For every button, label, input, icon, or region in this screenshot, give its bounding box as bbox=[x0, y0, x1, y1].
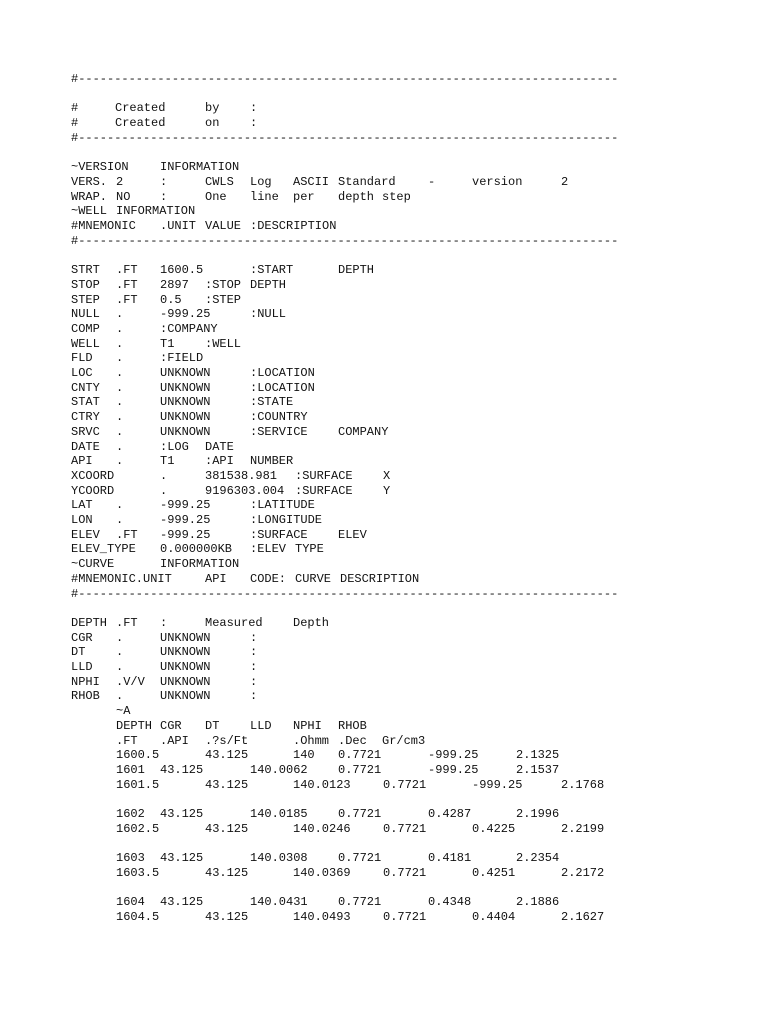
line-text: #MNEMONIC bbox=[71, 219, 136, 233]
line-text: 1604 bbox=[116, 895, 145, 910]
line-text: API bbox=[71, 454, 93, 469]
line-text: One bbox=[205, 189, 227, 204]
line-text: INFORMATION bbox=[160, 557, 240, 572]
line-text: :LATITUDE bbox=[250, 498, 315, 513]
line-text: FLD bbox=[71, 351, 93, 366]
line-text: #--------------------------------------------------------------------------- bbox=[71, 72, 619, 86]
line-text: 0.7721 bbox=[338, 807, 382, 821]
line-text: : bbox=[250, 645, 258, 660]
line-text: ~CURVE bbox=[71, 557, 115, 572]
line-text: CNTY bbox=[71, 380, 100, 395]
line-text: ~A bbox=[116, 704, 131, 719]
line-text: 140.0185 bbox=[250, 807, 308, 821]
line-text: . bbox=[116, 380, 124, 395]
line-text: . bbox=[116, 395, 124, 410]
line-text: .Ohmm bbox=[293, 733, 330, 748]
line-text: T1 bbox=[160, 336, 175, 351]
document-line bbox=[0, 557, 768, 572]
document-line bbox=[0, 440, 768, 455]
line-text: 43.125 bbox=[205, 865, 249, 880]
line-text: VALUE bbox=[205, 219, 242, 233]
line-text: 43.125 bbox=[160, 807, 204, 821]
line-text: 2.1768 bbox=[561, 777, 605, 792]
line-text: 43.125 bbox=[160, 895, 204, 910]
line-text: 0.7721 bbox=[383, 865, 427, 880]
line-text: . bbox=[116, 645, 124, 660]
line-text: STOP bbox=[71, 277, 100, 292]
document-line bbox=[0, 513, 768, 528]
line-text: .API bbox=[160, 733, 189, 748]
line-text: 2 bbox=[116, 174, 124, 189]
line-text: UNKNOWN bbox=[160, 410, 211, 425]
line-text: 0.7721 bbox=[338, 895, 382, 910]
line-text: . bbox=[160, 483, 168, 498]
line-text: UNKNOWN bbox=[160, 674, 211, 689]
document-line bbox=[0, 645, 768, 660]
document-line bbox=[0, 792, 768, 807]
line-text: :DESCRIPTION bbox=[250, 219, 337, 233]
line-text: UNKNOWN bbox=[160, 424, 211, 439]
line-text: ELEV bbox=[71, 527, 100, 542]
line-text: 140.0062 bbox=[250, 762, 308, 777]
line-text: 2.2199 bbox=[561, 821, 605, 836]
line-text: : bbox=[250, 674, 258, 689]
line-text: DATE bbox=[71, 439, 100, 454]
line-text: YCOORD bbox=[71, 483, 115, 498]
line-text: API bbox=[205, 571, 227, 586]
line-text: 0.4225 bbox=[472, 821, 516, 836]
line-text: .V/V bbox=[116, 674, 145, 689]
line-text: :STOP bbox=[205, 277, 242, 292]
line-text: by bbox=[205, 101, 220, 116]
line-text: -999.25 bbox=[428, 762, 479, 777]
line-text: UNKNOWN bbox=[160, 660, 211, 674]
line-text: 0.7721 bbox=[338, 762, 382, 777]
document-line bbox=[0, 337, 768, 352]
line-text: RHOB bbox=[338, 718, 367, 733]
document-line bbox=[0, 234, 768, 249]
document-line bbox=[0, 469, 768, 484]
line-text: NPHI bbox=[293, 718, 322, 733]
document-line bbox=[0, 866, 768, 881]
line-text: : bbox=[250, 116, 258, 131]
line-text: 0.4287 bbox=[428, 807, 472, 821]
line-text: . bbox=[116, 513, 124, 527]
line-text: . bbox=[116, 439, 124, 454]
line-text: 43.125 bbox=[205, 777, 249, 792]
line-text: UNKNOWN bbox=[160, 395, 211, 410]
line-text: X bbox=[383, 468, 391, 483]
line-text: 9196303.004 bbox=[205, 483, 285, 498]
line-text: DEPTH bbox=[338, 263, 375, 278]
document-line bbox=[0, 601, 768, 616]
document-line bbox=[0, 748, 768, 763]
line-text: . bbox=[116, 454, 124, 469]
line-text: 1603.5 bbox=[116, 865, 160, 880]
line-text: . bbox=[116, 307, 124, 322]
document-line bbox=[0, 807, 768, 822]
line-text: . bbox=[116, 410, 124, 425]
line-text: LLD bbox=[250, 718, 272, 733]
line-text: . bbox=[116, 336, 124, 351]
line-text: 1602.5 bbox=[116, 821, 160, 836]
line-text: INFORMATION bbox=[116, 204, 196, 219]
line-text: 0.7721 bbox=[383, 821, 427, 836]
line-text: ELEV_TYPE bbox=[71, 542, 136, 557]
document-line bbox=[0, 146, 768, 161]
line-text: .FT bbox=[116, 615, 138, 630]
line-text: :NULL bbox=[250, 307, 287, 322]
document-line bbox=[0, 528, 768, 543]
line-text: COMPANY bbox=[338, 424, 389, 439]
document-line bbox=[0, 498, 768, 513]
line-text: 0.4404 bbox=[472, 909, 516, 924]
line-text: UNKNOWN bbox=[160, 645, 211, 660]
line-text: :LOG bbox=[160, 439, 189, 454]
line-text: Created bbox=[115, 116, 166, 131]
line-text: 140 bbox=[293, 748, 315, 763]
line-text: DEPTH bbox=[116, 718, 153, 733]
line-text: LAT bbox=[71, 498, 93, 513]
document-line bbox=[0, 204, 768, 219]
line-text: 2.1537 bbox=[516, 762, 560, 777]
line-text: : bbox=[160, 174, 168, 189]
line-text: :FIELD bbox=[160, 351, 204, 366]
document-line bbox=[0, 307, 768, 322]
document-line bbox=[0, 278, 768, 293]
line-text: 1601.5 bbox=[116, 777, 160, 792]
line-text: : bbox=[250, 660, 258, 674]
line-text: 43.125 bbox=[160, 851, 204, 866]
line-text: - bbox=[428, 174, 436, 189]
line-text: 0.4181 bbox=[428, 851, 472, 866]
line-text: Created bbox=[115, 101, 166, 116]
document-line bbox=[0, 719, 768, 734]
line-text: LOC bbox=[71, 366, 93, 380]
line-text: LLD bbox=[71, 660, 93, 674]
document-line bbox=[0, 895, 768, 910]
line-text: per bbox=[293, 189, 315, 204]
document-line bbox=[0, 734, 768, 749]
line-text: Measured bbox=[205, 615, 263, 630]
line-text: . bbox=[116, 689, 124, 704]
line-text: CGR bbox=[71, 630, 93, 645]
document-line bbox=[0, 366, 768, 381]
line-text: STRT bbox=[71, 263, 100, 278]
document-line bbox=[0, 248, 768, 263]
line-text: :START bbox=[250, 263, 294, 278]
line-text: depth bbox=[338, 189, 375, 204]
line-text: 2.1325 bbox=[516, 748, 560, 763]
line-text: .FT bbox=[116, 292, 138, 307]
line-text: 381538.981 bbox=[205, 468, 278, 483]
line-text: -999.25 bbox=[160, 527, 211, 542]
line-text: #--------------------------------------------------------------------------- bbox=[71, 586, 619, 601]
line-text: 140.0308 bbox=[250, 851, 308, 866]
line-text: UNKNOWN bbox=[160, 689, 211, 704]
line-text: T1 bbox=[160, 454, 175, 469]
line-text: RHOB bbox=[71, 689, 100, 704]
line-text: : bbox=[250, 689, 258, 704]
document-line bbox=[0, 160, 768, 175]
document-line bbox=[0, 881, 768, 896]
line-text: 0.4348 bbox=[428, 895, 472, 910]
document-line bbox=[0, 322, 768, 337]
line-text: . bbox=[116, 351, 124, 366]
line-text: NUMBER bbox=[250, 454, 294, 469]
line-text: 43.125 bbox=[205, 748, 249, 763]
line-text: 2.1886 bbox=[516, 895, 560, 910]
document-line bbox=[0, 87, 768, 102]
line-text: VERS. bbox=[71, 174, 108, 189]
line-text: on bbox=[205, 116, 220, 131]
line-text: #MNEMONIC.UNIT bbox=[71, 571, 172, 586]
line-text: :COUNTRY bbox=[250, 410, 308, 425]
line-text: 1601 bbox=[116, 762, 145, 777]
line-text: NO bbox=[116, 189, 131, 204]
line-text: :SURFACE bbox=[250, 527, 308, 542]
line-text: XCOORD bbox=[71, 468, 115, 483]
line-text: 140.0493 bbox=[293, 909, 351, 924]
line-text: 43.125 bbox=[160, 762, 204, 777]
document-line bbox=[0, 704, 768, 719]
document-line bbox=[0, 631, 768, 646]
line-text: Log bbox=[250, 174, 272, 189]
line-text: 0.5 bbox=[160, 292, 182, 307]
line-text: 2.1627 bbox=[561, 909, 605, 924]
line-text: -999.25 bbox=[472, 777, 523, 792]
line-text: :LONGITUDE bbox=[250, 513, 323, 527]
line-text: 2.2172 bbox=[561, 865, 605, 880]
line-text: .FT bbox=[116, 733, 138, 748]
line-text: Depth bbox=[293, 615, 330, 630]
line-text: . bbox=[116, 366, 124, 380]
line-text: COMP bbox=[71, 321, 100, 336]
line-text: 2.2354 bbox=[516, 851, 560, 866]
line-text: . bbox=[116, 424, 124, 439]
document-line bbox=[0, 175, 768, 190]
line-text: NULL bbox=[71, 307, 100, 322]
line-text: . bbox=[116, 498, 124, 513]
line-text: 0.7721 bbox=[383, 909, 427, 924]
line-text: 2897 bbox=[160, 277, 189, 292]
document-line bbox=[0, 454, 768, 469]
line-text: 0.4251 bbox=[472, 865, 516, 880]
document-line bbox=[0, 381, 768, 396]
line-text: STAT bbox=[71, 395, 100, 410]
document-line bbox=[0, 219, 768, 234]
line-text: ~VERSION bbox=[71, 160, 129, 175]
line-text: Gr/cm3 bbox=[382, 733, 426, 748]
line-text: UNKNOWN bbox=[160, 630, 211, 645]
line-text: :LOCATION bbox=[250, 380, 315, 395]
document-line bbox=[0, 263, 768, 278]
line-text: 0.000000KB bbox=[160, 542, 233, 557]
line-text: UNKNOWN bbox=[160, 380, 211, 395]
line-text: TYPE bbox=[295, 542, 324, 557]
line-text: CWLS bbox=[205, 174, 234, 189]
line-text: 140.0369 bbox=[293, 865, 351, 880]
line-text: : bbox=[250, 101, 258, 116]
line-text: 1602 bbox=[116, 807, 145, 821]
document-line bbox=[0, 675, 768, 690]
document-line bbox=[0, 689, 768, 704]
document-line bbox=[0, 763, 768, 778]
line-text: :SERVICE bbox=[250, 424, 308, 439]
document-line bbox=[0, 484, 768, 499]
line-text: DATE bbox=[205, 439, 234, 454]
line-text: # bbox=[71, 101, 79, 116]
line-text: . bbox=[160, 468, 168, 483]
document-line bbox=[0, 190, 768, 205]
line-text: :SURFACE bbox=[295, 483, 353, 498]
document-line bbox=[0, 851, 768, 866]
line-text: version bbox=[472, 174, 523, 189]
document-line bbox=[0, 351, 768, 366]
line-text: .FT bbox=[116, 277, 138, 292]
line-text: . bbox=[116, 630, 124, 645]
line-text: CODE: bbox=[250, 571, 287, 586]
line-text: 2.1996 bbox=[516, 807, 560, 821]
line-text: -999.25 bbox=[428, 748, 479, 763]
line-text: #--------------------------------------------------------------------------- bbox=[71, 130, 619, 145]
line-text: SRVC bbox=[71, 424, 100, 439]
line-text: ~WELL bbox=[71, 204, 108, 219]
line-text: NPHI bbox=[71, 674, 100, 689]
line-text: .UNIT bbox=[160, 219, 197, 233]
line-text: DEPTH bbox=[250, 277, 287, 292]
line-text: 2 bbox=[561, 174, 569, 189]
line-text: WELL bbox=[71, 336, 100, 351]
line-text: :STATE bbox=[250, 395, 294, 410]
line-text: 43.125 bbox=[205, 909, 249, 924]
line-text: 0.7721 bbox=[338, 851, 382, 866]
document-line bbox=[0, 660, 768, 675]
document-line bbox=[0, 101, 768, 116]
line-text: DESCRIPTION bbox=[340, 571, 420, 586]
line-text: 1603 bbox=[116, 851, 145, 866]
line-text: WRAP. bbox=[71, 189, 108, 204]
line-text: 140.0246 bbox=[293, 821, 351, 836]
line-text: ASCII bbox=[293, 174, 330, 189]
document-line bbox=[0, 410, 768, 425]
document-line bbox=[0, 131, 768, 146]
document-line bbox=[0, 822, 768, 837]
line-text: . bbox=[116, 321, 124, 336]
document-line bbox=[0, 395, 768, 410]
document-line bbox=[0, 910, 768, 925]
line-text: :STEP bbox=[205, 292, 242, 307]
line-text: 43.125 bbox=[205, 821, 249, 836]
line-text: 1604.5 bbox=[116, 909, 160, 924]
document-line bbox=[0, 116, 768, 131]
line-text: Y bbox=[383, 483, 391, 498]
line-text: DT bbox=[205, 718, 220, 733]
line-text: .?s/Ft bbox=[205, 733, 249, 748]
line-text: :API bbox=[205, 454, 234, 469]
line-text: # bbox=[71, 116, 79, 131]
line-text: DT bbox=[71, 645, 86, 660]
line-text: 0.7721 bbox=[383, 777, 427, 792]
line-text: .FT bbox=[116, 527, 138, 542]
line-text: .Dec bbox=[338, 733, 367, 748]
line-text: 1600.5 bbox=[116, 748, 160, 763]
line-text: DEPTH bbox=[71, 615, 108, 630]
document-line bbox=[0, 425, 768, 440]
line-text: :COMPANY bbox=[160, 321, 218, 336]
line-text: :WELL bbox=[205, 336, 242, 351]
line-text: STEP bbox=[71, 292, 100, 307]
line-text: .FT bbox=[116, 263, 138, 278]
document-line bbox=[0, 72, 768, 87]
line-text: . bbox=[116, 660, 124, 674]
document-line bbox=[0, 587, 768, 602]
line-text: line bbox=[250, 189, 279, 204]
line-text: Standard bbox=[338, 174, 396, 189]
line-text: CURVE bbox=[295, 571, 332, 586]
document-line bbox=[0, 293, 768, 308]
document-line bbox=[0, 836, 768, 851]
line-text: 140.0123 bbox=[293, 777, 351, 792]
line-text: :ELEV bbox=[250, 542, 287, 557]
line-text: :SURFACE bbox=[295, 468, 353, 483]
line-text: :LOCATION bbox=[250, 366, 315, 380]
line-text: ELEV bbox=[338, 527, 367, 542]
line-text: 140.0431 bbox=[250, 895, 308, 910]
line-text: step bbox=[382, 189, 411, 204]
line-text: : bbox=[160, 615, 168, 630]
document-line bbox=[0, 778, 768, 793]
line-text: LON bbox=[71, 513, 93, 527]
line-text: #--------------------------------------------------------------------------- bbox=[71, 233, 619, 248]
line-text: CGR bbox=[160, 718, 182, 733]
line-text: -999.25 bbox=[160, 307, 211, 322]
line-text: : bbox=[250, 630, 258, 645]
line-text: INFORMATION bbox=[160, 160, 240, 175]
line-text: -999.25 bbox=[160, 498, 211, 513]
document-line bbox=[0, 542, 768, 557]
line-text: 1600.5 bbox=[160, 263, 204, 278]
line-text: 0.7721 bbox=[338, 748, 382, 763]
line-text: UNKNOWN bbox=[160, 366, 211, 380]
document-line bbox=[0, 572, 768, 587]
line-text: CTRY bbox=[71, 410, 100, 425]
line-text: : bbox=[160, 189, 168, 204]
document-line bbox=[0, 616, 768, 631]
line-text: -999.25 bbox=[160, 513, 211, 527]
